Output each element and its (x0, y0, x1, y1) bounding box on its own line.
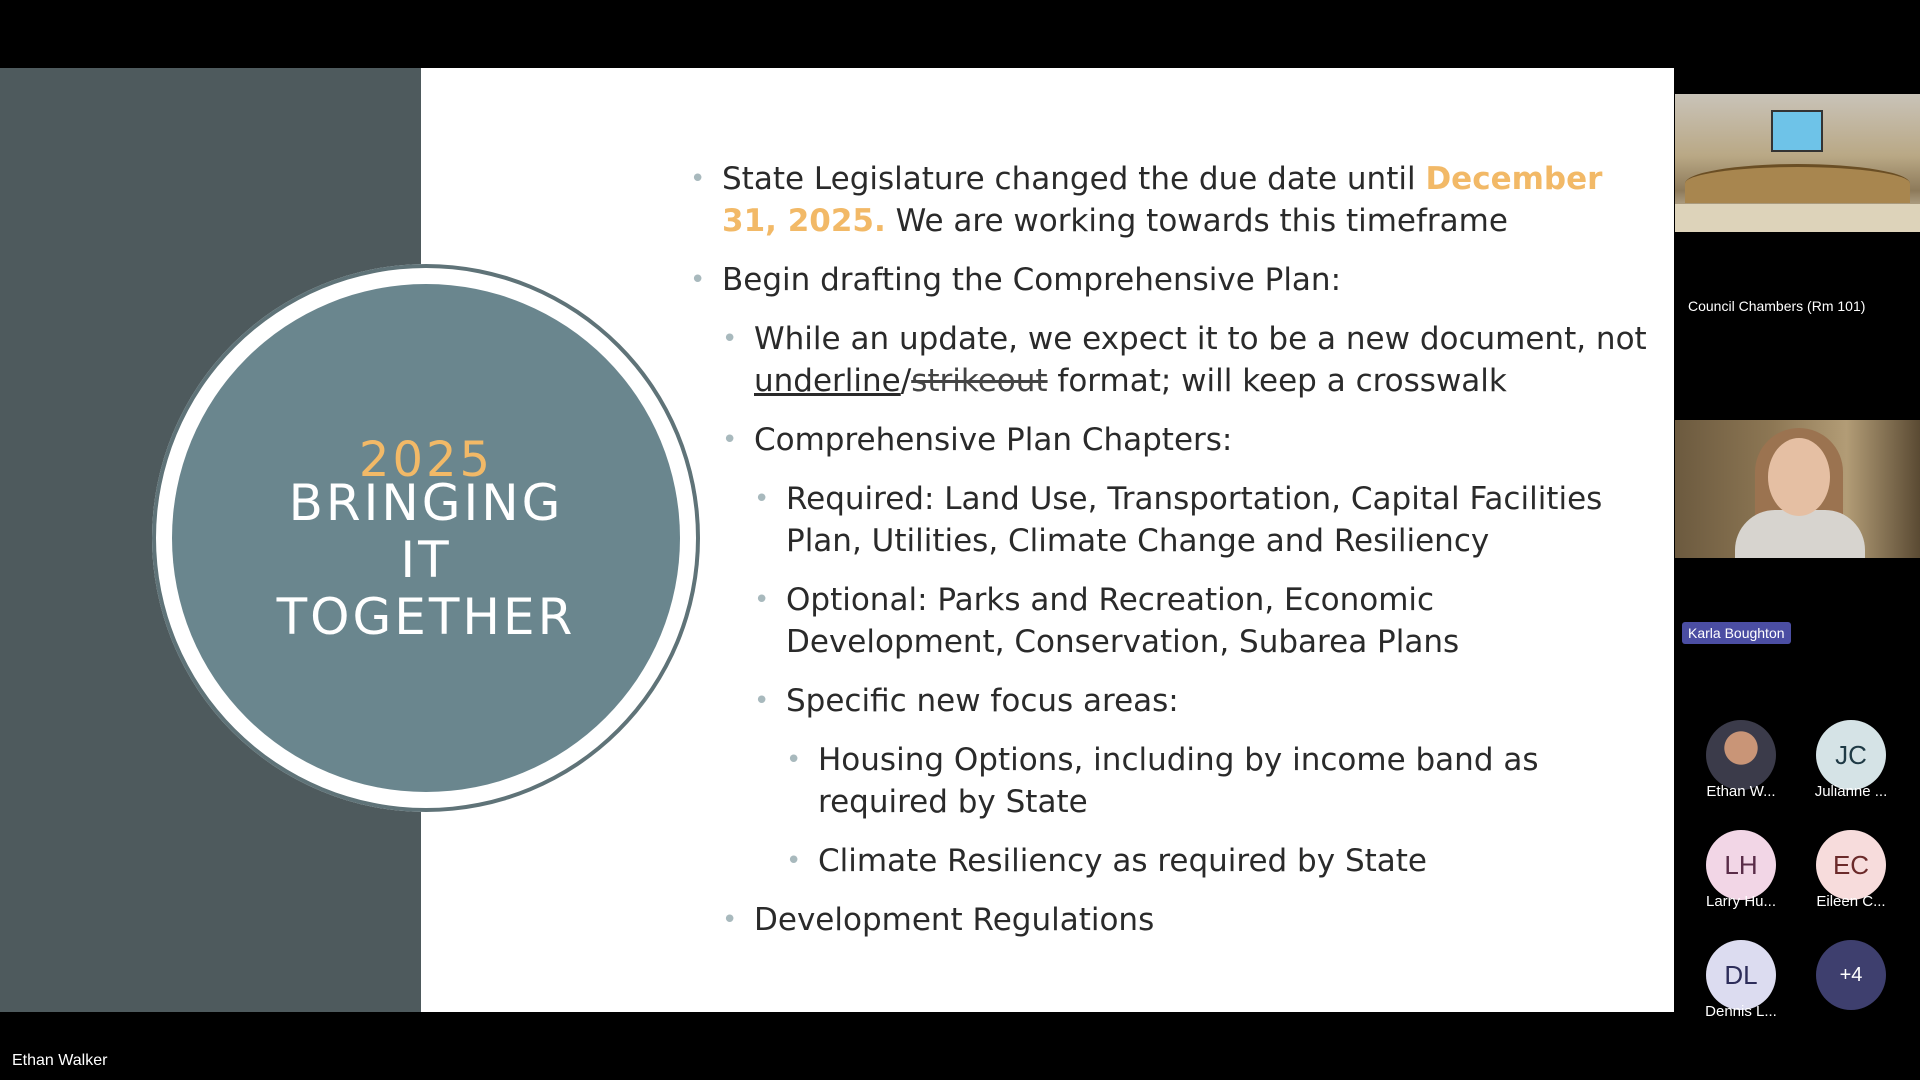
title-line-1: BRINGING (288, 473, 564, 532)
bullet-focus-areas: • Specific new focus areas: (786, 680, 1650, 722)
avatar-lh[interactable]: LH (1706, 830, 1776, 900)
bullet-required: • Required: Land Use, Transportation, Capital Facilities Plan, Utilities, Climate Change and Resiliency (786, 478, 1650, 562)
avatar-jc[interactable]: JC (1816, 720, 1886, 790)
participant-name: Dennis L... (1705, 1003, 1777, 1020)
more-participants-button[interactable]: +4 (1816, 940, 1886, 1010)
bullet-text: We are working towards this timeframe (885, 203, 1508, 239)
slide-bullets (690, 158, 1650, 958)
participant-name: Larry Hu... (1705, 893, 1777, 910)
bullet-text: State Legislature changed the due date until (722, 161, 1426, 197)
title-line-3: TOGETHER (276, 587, 576, 646)
bullet-housing: • Housing Options, including by income band as required by State (818, 739, 1650, 823)
bullet-climate: • Climate Resiliency as required by State (818, 840, 1650, 882)
bullet-due-date (722, 158, 1650, 242)
due-date-highlight: December 31, 2025. (722, 161, 1603, 239)
bullet-text: While an update, we expect it to be a new document, not (754, 321, 1647, 357)
bullet-text: format; will keep a crosswalk (1047, 363, 1507, 399)
strikeout-word: strikeout (911, 363, 1048, 399)
bullet-drafting: • Begin drafting the Comprehensive Plan: (722, 259, 1650, 301)
room-desk (1685, 164, 1910, 203)
speaker-name-tag: Karla Boughton (1682, 622, 1791, 644)
title-circle (172, 284, 680, 792)
shared-slide (0, 68, 1674, 1012)
participant-name: Ethan W... (1706, 783, 1776, 800)
bullet-optional: • Optional: Parks and Recreation, Economic Development, Conservation, Subarea Plans (786, 579, 1650, 663)
bullet-dev-regs: • Development Regulations (754, 899, 1650, 941)
avatar-ec[interactable]: EC (1816, 830, 1886, 900)
video-tile-speaker[interactable] (1675, 420, 1920, 558)
speaker-body (1735, 510, 1865, 558)
room-floor (1675, 204, 1920, 232)
slide-year: 2025 (358, 431, 494, 488)
slide-title (277, 475, 576, 646)
participant-name: Julianne ... (1814, 783, 1888, 800)
participant-name: Eileen C... (1816, 893, 1886, 910)
bullet-chapters: • Comprehensive Plan Chapters: (754, 419, 1650, 461)
avatar-ethan[interactable] (1706, 720, 1776, 790)
video-tile-council-chambers[interactable] (1675, 94, 1920, 232)
room-screen (1771, 110, 1823, 152)
speaker-head (1768, 438, 1830, 516)
title-line-2: IT (400, 530, 452, 589)
bullet-new-document (754, 318, 1650, 402)
presenter-name: Ethan Walker (12, 1052, 108, 1069)
underline-word: underline (754, 363, 901, 399)
avatar-dl[interactable]: DL (1706, 940, 1776, 1010)
slash: / (900, 363, 912, 399)
room-label: Council Chambers (Rm 101) (1688, 298, 1866, 314)
